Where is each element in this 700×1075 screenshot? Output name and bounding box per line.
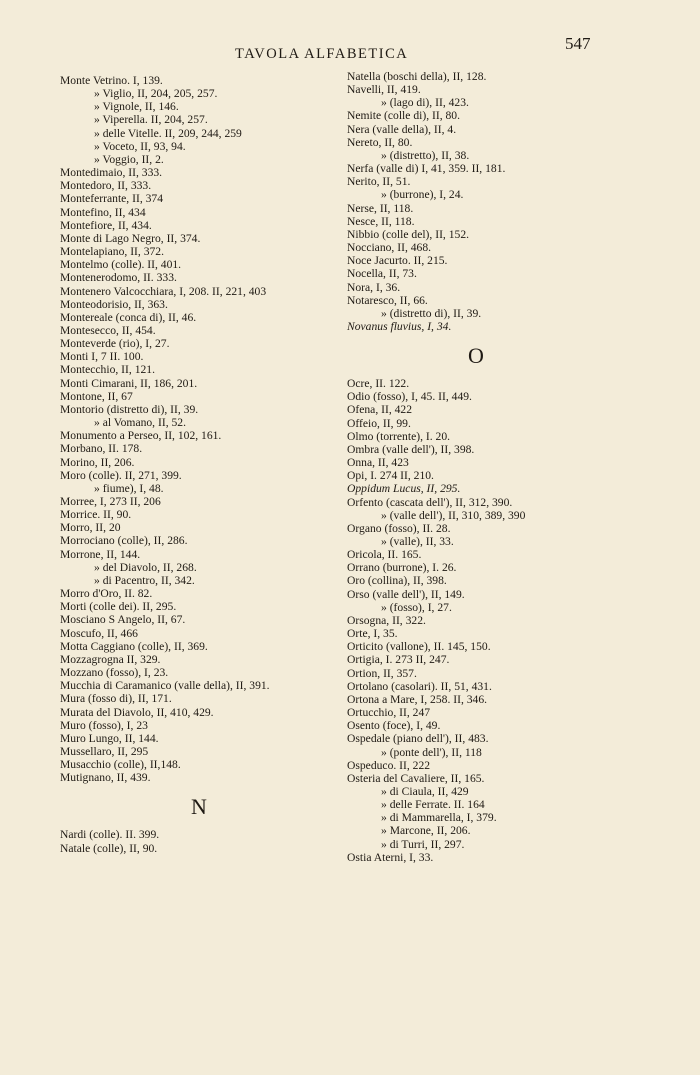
index-entry: » di Mammarella, I, 379. [381,811,497,825]
index-entry: » (valle dell'), II, 310, 389, 390 [381,508,526,522]
index-entry: Monteodorisio, II, 363. [60,297,168,311]
index-entry: Orso (valle dell'), II, 149. [347,587,465,601]
index-entry: » delle Ferrate. II. 164 [381,798,485,812]
index-entry: Monte Vetrino. I, 139. [60,74,163,87]
section-letter-o: O [468,343,484,369]
page-number: 547 [565,34,591,53]
index-entry: Osento (foce), I, 49. [347,719,441,733]
index-entry: » di Pacentro, II, 342. [94,573,195,587]
index-entry: Musacchio (colle), II,148. [60,758,181,772]
index-entry: Morro, II, 20 [60,521,121,535]
index-entry: » (burrone), I, 24. [381,188,464,202]
index-entry: Moro (colle). II, 271, 399. [60,468,182,482]
index-entry: » fiume), I, 48. [94,481,164,495]
index-entry: Ortolano (casolari). II, 51, 431. [347,679,492,693]
right-index-column [347,70,605,864]
index-entry: Mozzano (fosso), I, 23. [60,666,169,680]
index-entry: Morti (colle dei). II, 295. [60,600,177,614]
index-entry: Montone, II, 67 [60,389,133,403]
index-entry: » del Diavolo, II, 268. [94,560,197,574]
index-entry: Monteferrante, II, 374 [60,192,164,206]
left-index-column [60,74,338,855]
index-entry: » (distretto), II, 38. [381,148,470,162]
index-entry: Motta Caggiano (colle), II, 369. [60,639,208,653]
index-entry: Ocre, II. 122. [347,377,410,391]
index-entry: Notaresco, II, 66. [347,293,428,307]
index-entry: Nerfa (valle di) I, 41, 359. II, 181. [347,162,506,176]
index-entry: Montelapiano, II, 372. [60,245,164,259]
index-entry: Nibbio (colle del), II, 152. [347,227,470,241]
index-entry: Montereale (conca di), II, 46. [60,310,197,324]
index-entry: Nerito, II, 51. [347,175,411,189]
index-entry: Muro Lungo, II, 144. [60,731,159,745]
index-entry: Nera (valle della), II, 4. [347,122,457,136]
index-entry: Montenerodomo, II. 333. [60,271,177,285]
index-entry: » (lago di), II, 423. [381,96,469,110]
index-entry: Navelli, II, 419. [347,83,421,97]
index-entry: Osteria del Cavaliere, II, 165. [347,771,485,785]
index-entry: Ortona a Mare, I, 258. II, 346. [347,692,488,706]
index-entry: Monumento a Perseo, II, 102, 161. [60,429,222,443]
index-entry: Mucchia di Caramanico (valle della), II, 391. [60,679,270,693]
index-entries-n [347,70,605,320]
index-entry: Monteverde (rio), I, 27. [60,337,170,351]
index-entry: Nereto, II, 80. [347,135,413,149]
index-entry: Morrice. II, 90. [60,508,132,522]
index-entry: Mozzagrogna II, 329. [60,652,161,666]
running-header: TAVOLA ALFABETICA [235,46,409,62]
index-entry: » Voceto, II, 93, 94. [94,139,186,153]
index-entry: Nardi (colle). II. 399. [60,828,160,842]
index-entry: Orticito (vallone), II. 145, 150. [347,640,491,654]
index-entry: Nerse, II, 118. [347,201,414,215]
index-entry: Monte di Lago Negro, II, 374. [60,231,201,245]
index-entry: Olmo (torrente), I. 20. [347,429,451,443]
index-entry: » Vignole, II, 146. [94,100,179,114]
index-entry: Nesce, II, 118. [347,214,415,228]
index-entries-m [60,74,338,784]
index-entry: Offeio, II, 99. [347,416,411,430]
section-letter-n: N [191,794,207,820]
index-entry: Morro d'Oro, II. 82. [60,587,153,601]
index-entry: Nocciano, II, 468. [347,241,432,255]
index-entry-italic: Novanus fluvius, I, 34. [347,319,452,333]
index-entry: Ospedale (piano dell'), II, 483. [347,732,489,746]
index-entry: Montorio (distretto di), II, 39. [60,402,199,416]
index-entry: Montefiore, II, 434. [60,218,152,232]
index-entry: » Viperella. II, 204, 257. [94,113,208,127]
index-entry: Oro (collina), II, 398. [347,574,447,588]
index-entry: Montedimaio, II, 333. [60,166,163,180]
index-entry: » (valle), II, 33. [381,535,454,548]
index-entry: Oricola, II. 165. [347,548,422,562]
index-entry: Monti Cimarani, II, 186, 201. [60,376,198,390]
index-entry: Odio (fosso), I, 45. II, 449. [347,390,472,404]
index-entry: Mutignano, II, 439. [60,771,151,785]
index-entry: Ombra (valle dell'), II, 398. [347,442,475,456]
index-entry: Montecchio, II, 121. [60,363,155,377]
index-entry: Opi, I. 274 II, 210. [347,469,434,483]
index-entry: Ortion, II, 357. [347,666,417,680]
index-entry: Montefino, II, 434 [60,205,146,219]
index-entries-o-part1 [347,377,605,482]
index-entry: Ofena, II, 422 [347,403,413,417]
index-entry: Orfento (cascata dell'), II, 312, 390. [347,495,513,509]
index-entries-o-part2 [347,496,605,864]
index-entry: Orrano (burrone), I. 26. [347,561,457,575]
index-entry: Orsogna, II, 322. [347,613,426,627]
index-entry: Mura (fosso di), II, 171. [60,692,172,706]
index-entry: Noce Jacurto. II, 215. [347,254,448,268]
index-entry: Morrone, II, 144. [60,547,141,561]
index-entry: Nemite (colle di), II, 80. [347,109,460,123]
index-entry: » di Turri, II, 297. [381,837,465,851]
index-entry: Montesecco, II, 454. [60,323,156,337]
index-entry: Mosciano S Angelo, II, 67. [60,613,186,627]
index-entry: Murata del Diavolo, II, 410, 429. [60,705,214,719]
index-entry: Orte, I, 35. [347,627,398,641]
index-entry: Moscufo, II, 466 [60,626,138,640]
index-entry-italic-o: Oppidum Lucus, II, 295. [347,482,461,496]
index-entry: » (ponte dell'), II, 118 [381,745,482,759]
index-entry: Morino, II, 206. [60,455,135,469]
index-entry: » di Ciaula, II, 429 [381,784,469,798]
index-entry: Natella (boschi della), II, 128. [347,70,487,83]
index-entry: Morrociano (colle), II, 286. [60,534,188,548]
index-entry: Morree, I, 273 II, 206 [60,495,161,508]
index-entry: Monti I, 7 II. 100. [60,350,144,364]
index-entry: Montenero Valcocchiara, I, 208. II, 221, 403 [60,284,267,298]
index-entry: Ortucchio, II, 247 [347,706,431,720]
index-entry: Montedoro, II, 333. [60,179,152,193]
index-entry: Muro (fosso), I, 23 [60,718,148,732]
index-entry: Nocella, II, 73. [347,267,417,281]
index-entry: » (distretto di), II, 39. [381,306,482,320]
index-entry: Organo (fosso), II. 28. [347,521,451,535]
index-entry: Mussellaro, II, 295 [60,744,149,758]
index-entry: Ostia Aterni, I, 33. [347,850,434,864]
index-entry: Natale (colle), II, 90. [60,841,158,855]
index-entry: Montelmo (colle). II, 401. [60,258,182,272]
index-entry: » Viglio, II, 204, 205, 257. [94,87,218,101]
index-entry: Nora, I, 36. [347,280,401,294]
index-entry: » Voggio, II, 2. [94,152,164,166]
index-entry: Morbano, II. 178. [60,442,143,456]
index-entry: Onna, II, 423 [347,456,409,470]
index-entry: Ospeduco. II, 222 [347,758,431,772]
index-entry: » Marcone, II, 206. [381,824,471,838]
index-entry: » delle Vitelle. II, 209, 244, 259 [94,126,242,140]
index-entry: Ortigia, I. 273 II, 247. [347,653,450,667]
index-entry: » (fosso), I, 27. [381,600,452,614]
index-entry: » al Vomano, II, 52. [94,416,186,430]
index-entries-n-start [60,828,338,854]
